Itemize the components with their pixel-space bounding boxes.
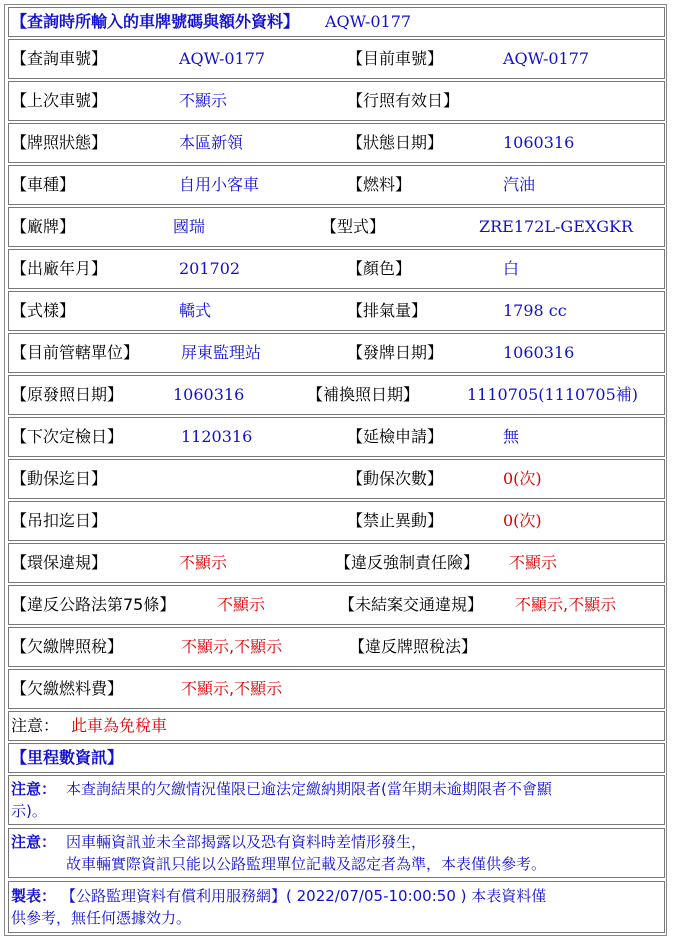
field-label: 【未結案交通違規】 xyxy=(339,595,484,614)
field-value: AQW-0177 xyxy=(179,49,266,68)
field-label: 【顏色】 xyxy=(347,259,412,278)
field-value: 轎式 xyxy=(179,301,212,320)
field-label: 【禁止異動】 xyxy=(347,511,444,530)
field-label: 【排氣量】 xyxy=(347,301,428,320)
field-label: 【延檢申請】 xyxy=(347,427,444,446)
field-label: 【廠牌】 xyxy=(11,217,76,236)
field-value: ZRE172L-GEXGKR xyxy=(479,217,634,236)
field-label: 【上次車號】 xyxy=(11,91,108,110)
info-row xyxy=(8,585,665,625)
field-label: 【吊扣迄日】 xyxy=(11,511,108,530)
field-label: 【行照有效日】 xyxy=(347,91,460,110)
field-value: 1060316 xyxy=(503,133,575,152)
field-value: 不顯示,不顯示 xyxy=(515,595,617,614)
note-2 xyxy=(8,828,665,878)
field-label: 【補換照日期】 xyxy=(307,385,420,404)
field-value: 1060316 xyxy=(173,385,245,404)
info-row xyxy=(8,669,665,709)
field-value: 國瑞 xyxy=(173,217,206,236)
tax-note-label: 注意： xyxy=(11,716,60,735)
note-1-line2: 示)。 xyxy=(11,802,47,820)
field-label: 【查詢車號】 xyxy=(11,49,108,68)
mileage-label: 【里程數資訊】 xyxy=(11,748,124,767)
field-label: 【違反公路法第75條】 xyxy=(11,595,176,614)
field-label: 【發牌日期】 xyxy=(347,343,444,362)
field-value: 白 xyxy=(503,259,520,278)
footer-line1: 【公路監理資料有償利用服務網】( 2022/07/05-10:00:50 ) 本表資料僅 xyxy=(61,887,547,905)
field-label: 【出廠年月】 xyxy=(11,259,108,278)
footer-line2: 供參考，無任何憑據效力。 xyxy=(11,909,192,927)
field-label: 【車種】 xyxy=(11,175,76,194)
info-row xyxy=(8,291,665,331)
field-label: 【動保迄日】 xyxy=(11,469,108,488)
field-label: 【牌照狀態】 xyxy=(11,133,108,152)
info-row xyxy=(8,81,665,121)
note-2-line2: 故車輛實際資訊只能以公路監理單位記載及認定者為準，本表僅供參考。 xyxy=(66,855,547,873)
field-label: 【原發照日期】 xyxy=(11,385,124,404)
field-label: 【型式】 xyxy=(321,217,386,236)
info-row xyxy=(8,333,665,373)
field-value: 1110705(1110705補) xyxy=(467,385,639,404)
note-1 xyxy=(8,775,665,825)
mileage-row xyxy=(8,743,665,773)
note-2-line1: 因車輛資訊並未全部揭露以及恐有資料時差情形發生， xyxy=(66,833,427,851)
field-label: 【燃料】 xyxy=(347,175,412,194)
info-row xyxy=(8,501,665,541)
footer-note xyxy=(8,881,665,933)
title-plate: AQW-0177 xyxy=(325,12,412,31)
field-value: 1120316 xyxy=(181,427,253,446)
info-row xyxy=(8,165,665,205)
field-value: 本區新領 xyxy=(179,133,244,152)
field-label: 【欠繳牌照稅】 xyxy=(11,637,124,656)
field-value: 不顯示 xyxy=(217,595,266,614)
field-value: 汽油 xyxy=(503,175,536,194)
field-label: 【違反牌照稅法】 xyxy=(349,637,478,656)
field-label: 【環保違規】 xyxy=(11,553,108,572)
field-value: 屏東監理站 xyxy=(181,343,262,362)
info-row xyxy=(8,627,665,667)
tax-note-row xyxy=(8,711,665,741)
info-row xyxy=(8,543,665,583)
field-value: 0(次) xyxy=(503,511,542,530)
field-label: 【違反強制責任險】 xyxy=(335,553,480,572)
field-label: 【目前管轄單位】 xyxy=(11,343,140,362)
title-row xyxy=(8,7,665,37)
field-value: 不顯示 xyxy=(179,553,228,572)
field-value: 自用小客車 xyxy=(179,175,260,194)
field-value: 0(次) xyxy=(503,469,542,488)
field-value: AQW-0177 xyxy=(503,49,590,68)
info-row xyxy=(8,39,665,79)
field-value: 1060316 xyxy=(503,343,575,362)
tax-note-text: 此車為免稅車 xyxy=(71,716,168,735)
info-row xyxy=(8,459,665,499)
info-row xyxy=(8,123,665,163)
field-value: 201702 xyxy=(179,259,241,278)
field-label: 【目前車號】 xyxy=(347,49,444,68)
title-label: 【查詢時所輸入的車牌號碼與額外資料】 xyxy=(11,12,300,31)
footer-label: 製表： xyxy=(11,887,57,905)
field-label: 【下次定檢日】 xyxy=(11,427,124,446)
field-value: 不顯示,不顯示 xyxy=(181,679,283,698)
field-label: 【式樣】 xyxy=(11,301,76,320)
info-row xyxy=(8,375,665,415)
note-2-label: 注意： xyxy=(11,833,57,851)
field-label: 【欠繳燃料費】 xyxy=(11,679,124,698)
info-row xyxy=(8,417,665,457)
info-row xyxy=(8,249,665,289)
field-value: 不顯示 xyxy=(509,553,558,572)
note-1-label: 注意： xyxy=(11,780,57,798)
field-value: 1798 cc xyxy=(503,301,567,320)
field-value: 不顯示,不顯示 xyxy=(181,637,283,656)
field-value: 不顯示 xyxy=(179,91,228,110)
note-1-line1: 本查詢結果的欠繳情況僅限已逾法定繳納期限者(當年期未逾期限者不會顯 xyxy=(66,780,552,798)
field-value: 無 xyxy=(503,427,520,446)
field-label: 【動保次數】 xyxy=(347,469,444,488)
field-label: 【狀態日期】 xyxy=(347,133,444,152)
info-row xyxy=(8,207,665,247)
